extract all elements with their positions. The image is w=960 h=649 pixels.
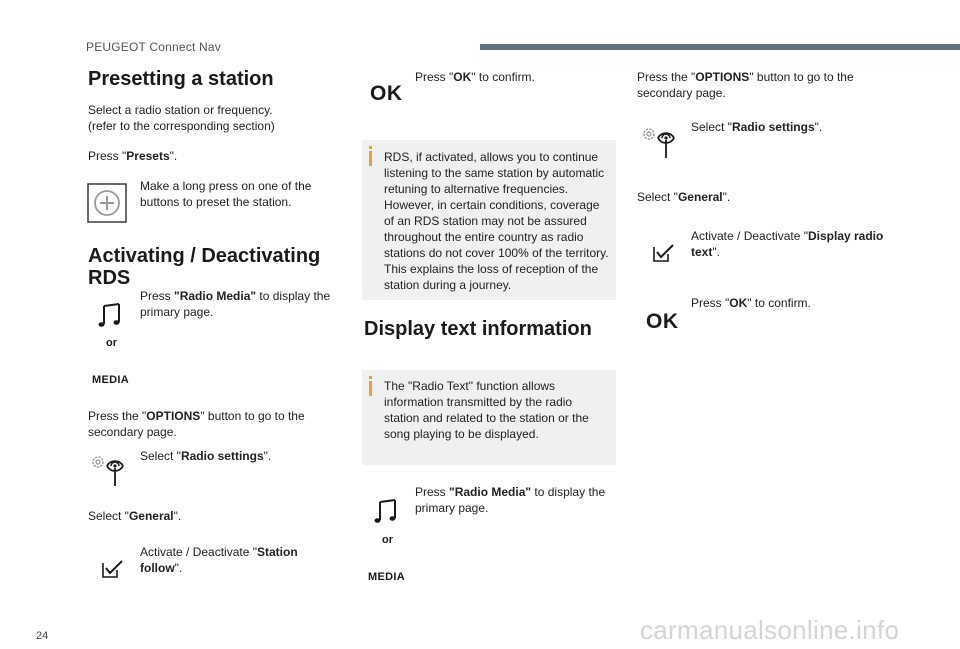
text-press-options-2: Press the "OPTIONS" button to go to the secondary page. (637, 70, 854, 100)
text-press-options: Press the "OPTIONS" button to go to the secondary page. (88, 409, 305, 439)
radiotext-info-text: The "Radio Text" function allows information transmitted by the radio station and related to the station or the song playing to be displayed. (384, 379, 589, 441)
or-label: or (382, 534, 393, 546)
text-select-general: Select "General". (88, 509, 182, 523)
text-press-ok-2: Press "OK" to confirm. (691, 296, 811, 310)
or-label: or (106, 337, 117, 349)
text-select-general-2: Select "General". (637, 190, 731, 204)
text-press-ok: Press "OK" to confirm. (415, 70, 535, 84)
watermark: carmanualsonline.info (640, 615, 900, 645)
page-number: 24 (36, 630, 49, 642)
heading-presetting: Presetting a station (88, 68, 274, 90)
text-station-follow: Activate / Deactivate "Station follow". (140, 545, 298, 575)
text-press-radio-media: Press "Radio Media" to display the primary page. (140, 289, 331, 319)
rds-info-text: RDS, if activated, allows you to continue listening to the same station by automatic retuning to alternative frequencies. However, in certain conditions, coverage of an RDS station may not be assured throughout the entire country as radio stations do not cover 100% of the territory. This explains the loss of reception of the station during a journey. (384, 150, 609, 292)
text-select-station: Select a radio station or frequency. (refer to the corresponding section) (88, 103, 275, 133)
text-press-presets: Press "Presets". (88, 149, 178, 163)
radio-settings-icon (641, 126, 679, 160)
ok-icon: OK (646, 310, 679, 333)
text-display-radio-text: Activate / Deactivate "Display radio text". (691, 229, 884, 259)
preset-plus-icon (87, 183, 127, 223)
text-select-radio-settings: Select "Radio settings". (140, 449, 272, 463)
header-bar (480, 44, 960, 50)
media-label: MEDIA (368, 571, 405, 583)
radio-settings-icon (90, 454, 128, 488)
info-box-rds (362, 140, 616, 300)
text-select-radio-settings-2: Select "Radio settings". (691, 120, 823, 134)
header-title: PEUGEOT Connect Nav (86, 40, 221, 54)
music-note-icon (98, 302, 124, 330)
media-label: MEDIA (92, 374, 129, 386)
checkbox-icon (101, 558, 125, 580)
info-icon (369, 151, 372, 166)
text-long-press: Make a long press on one of the buttons to preset the station. (140, 179, 312, 209)
text-press-radio-media-2: Press "Radio Media" to display the primary page. (415, 485, 606, 515)
heading-activating-rds: Activating / Deactivating RDS (88, 245, 321, 289)
info-icon (369, 381, 372, 396)
ok-icon: OK (370, 82, 403, 105)
info-box-radiotext (362, 370, 616, 465)
heading-display-text: Display text information (364, 318, 592, 340)
checkbox-icon (652, 242, 676, 264)
music-note-icon (374, 498, 400, 526)
